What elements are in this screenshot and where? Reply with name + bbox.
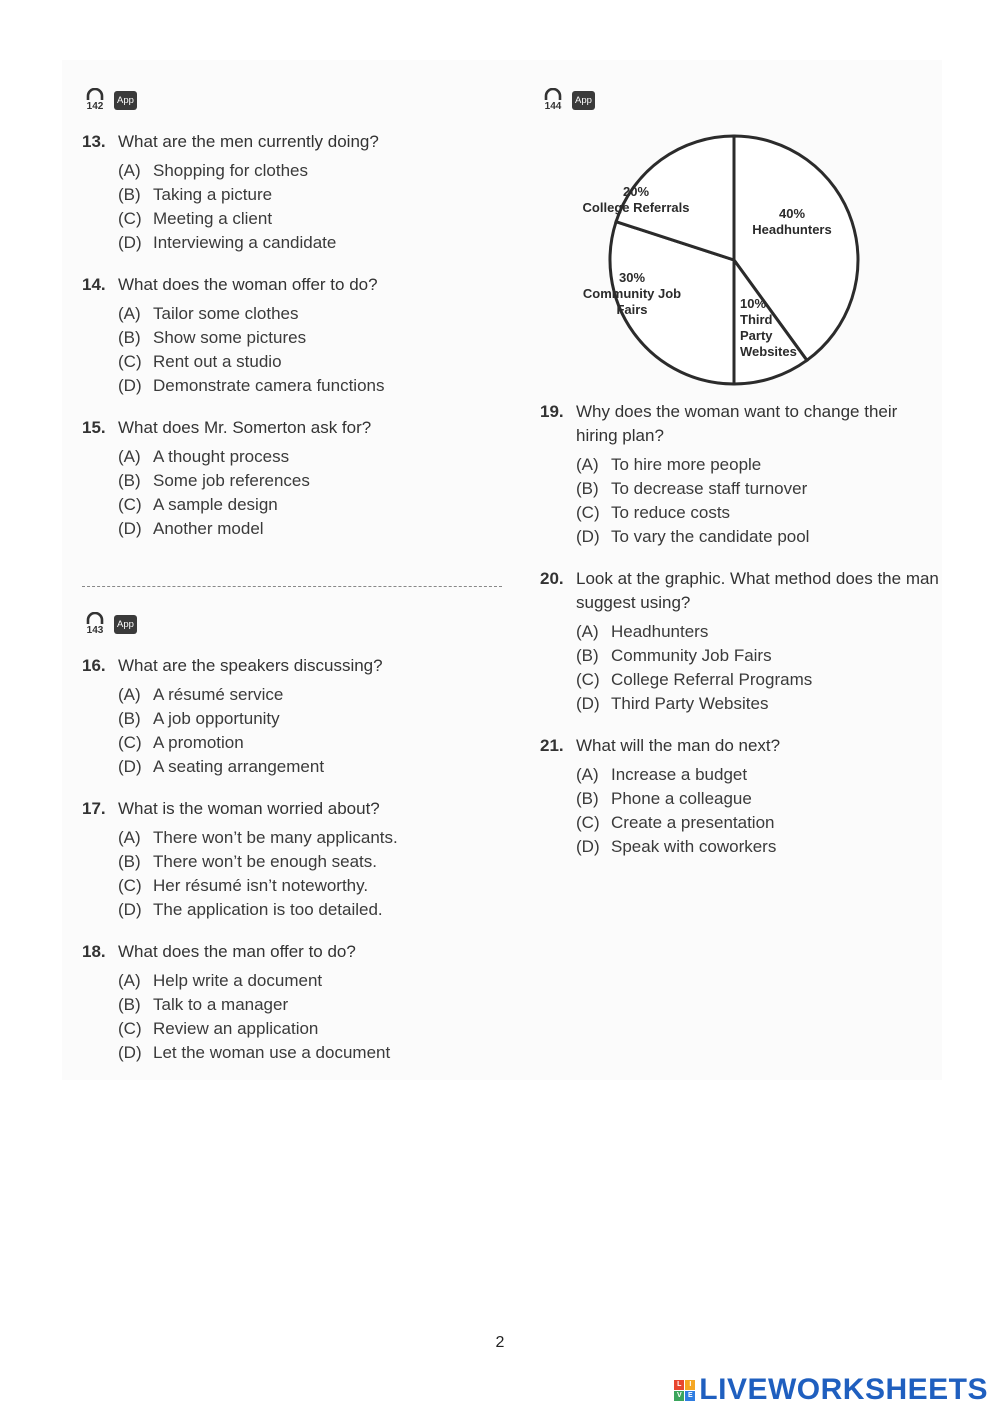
brand-name: LIVEWORKSHEETS [699, 1373, 988, 1406]
audio-track-143[interactable] [82, 604, 502, 636]
option-letter: (D) [118, 376, 142, 395]
option-letter: (D) [576, 694, 600, 713]
question-text: What does the woman offer to do? [118, 275, 378, 294]
answer-option[interactable] [118, 707, 502, 731]
liveworksheets-brand[interactable] [674, 1373, 988, 1407]
option-text: Headhunters [611, 622, 709, 641]
answer-option[interactable] [576, 525, 940, 549]
option-text: Demonstrate camera functions [153, 376, 385, 395]
answer-option[interactable] [118, 326, 502, 350]
answer-option[interactable] [576, 811, 940, 835]
option-letter: (C) [118, 495, 142, 514]
answer-option[interactable] [118, 874, 502, 898]
option-letter: (B) [118, 471, 141, 490]
logo-letter: L [674, 1380, 684, 1390]
option-text: To vary the candidate pool [611, 527, 810, 546]
option-letter: (B) [118, 995, 141, 1014]
option-letter: (A) [118, 447, 141, 466]
headphones-icon [86, 612, 104, 625]
answer-option[interactable] [576, 620, 940, 644]
option-letter: (C) [576, 670, 600, 689]
option-letter: (A) [118, 828, 141, 847]
app-badge: App [114, 91, 137, 110]
pie-slice-label: 30% Community Job Fairs [582, 270, 682, 317]
answer-option[interactable] [576, 644, 940, 668]
option-letter: (C) [576, 503, 600, 522]
option-letter: (A) [576, 455, 599, 474]
headphones-icon [544, 88, 562, 101]
option-letter: (D) [118, 519, 142, 538]
right-column [540, 80, 940, 859]
question-14 [82, 273, 502, 398]
answer-option[interactable] [118, 1017, 502, 1041]
answer-option[interactable] [118, 850, 502, 874]
answer-option[interactable] [576, 668, 940, 692]
option-text: There won’t be enough seats. [153, 852, 377, 871]
option-text: Talk to a manager [153, 995, 289, 1014]
option-text: A job opportunity [153, 709, 280, 728]
answer-option[interactable] [576, 835, 940, 859]
question-20 [540, 567, 940, 716]
answer-option[interactable] [118, 159, 502, 183]
question-number: 18. [82, 942, 106, 961]
option-text: Rent out a studio [153, 352, 282, 371]
answer-option[interactable] [118, 755, 502, 779]
option-letter: (B) [118, 328, 141, 347]
answer-option[interactable] [118, 969, 502, 993]
question-13 [82, 130, 502, 255]
option-text: Show some pictures [153, 328, 307, 347]
option-letter: (C) [118, 876, 142, 895]
app-badge: App [572, 91, 595, 110]
answer-option[interactable] [118, 445, 502, 469]
logo-letter: V [674, 1391, 684, 1401]
answer-option[interactable] [118, 1041, 502, 1065]
answer-option[interactable] [118, 469, 502, 493]
option-text: Some job references [153, 471, 310, 490]
answer-option[interactable] [118, 207, 502, 231]
audio-track-144[interactable] [540, 80, 940, 112]
option-letter: (B) [576, 646, 599, 665]
option-text: There won’t be many applicants. [153, 828, 398, 847]
answer-option[interactable] [118, 374, 502, 398]
option-letter: (C) [118, 1019, 142, 1038]
left-column-lower [82, 604, 502, 1065]
answer-option[interactable] [118, 302, 502, 326]
option-letter: (A) [576, 765, 599, 784]
pie-chart-svg [540, 132, 940, 392]
option-text: Increase a budget [611, 765, 748, 784]
answer-option[interactable] [576, 477, 940, 501]
track-number: 142 [86, 101, 104, 112]
answer-option[interactable] [576, 787, 940, 811]
answer-option[interactable] [118, 683, 502, 707]
option-letter: (D) [118, 1043, 142, 1062]
option-text: To reduce costs [611, 503, 731, 522]
option-letter: (B) [118, 852, 141, 871]
question-17 [82, 797, 502, 922]
question-number: 15. [82, 418, 106, 437]
option-letter: (B) [576, 789, 599, 808]
option-text: Community Job Fairs [611, 646, 772, 665]
answer-option[interactable] [576, 501, 940, 525]
question-number: 17. [82, 799, 106, 818]
answer-option[interactable] [576, 763, 940, 787]
option-letter: (A) [118, 685, 141, 704]
option-letter: (C) [576, 813, 600, 832]
left-column [82, 80, 502, 541]
option-text: Interviewing a candidate [153, 233, 337, 252]
track-number: 143 [86, 625, 104, 636]
pie-slice-label: 20% College Referrals [582, 184, 690, 215]
audio-track-142[interactable] [82, 80, 502, 112]
option-text: Speak with coworkers [611, 837, 777, 856]
track-number: 144 [544, 101, 562, 112]
question-number: 19. [540, 402, 564, 421]
answer-option[interactable] [118, 350, 502, 374]
question-text: What does Mr. Somerton ask for? [118, 418, 372, 437]
question-number: 21. [540, 736, 564, 755]
question-19 [540, 400, 940, 549]
question-text: What are the speakers discussing? [118, 656, 383, 675]
option-letter: (D) [118, 757, 142, 776]
question-number: 13. [82, 132, 106, 151]
option-letter: (C) [118, 209, 142, 228]
answer-option[interactable] [118, 993, 502, 1017]
answer-option[interactable] [118, 898, 502, 922]
pie-chart [540, 132, 940, 392]
page-number: 2 [495, 1334, 505, 1351]
question-text: What will the man do next? [576, 736, 781, 755]
option-letter: (D) [118, 233, 142, 252]
option-text: Let the woman use a document [153, 1043, 391, 1062]
option-letter: (D) [576, 837, 600, 856]
answer-option[interactable] [118, 826, 502, 850]
question-16 [82, 654, 502, 779]
option-text: Help write a document [153, 971, 323, 990]
option-text: A seating arrangement [153, 757, 325, 776]
question-15 [82, 416, 502, 541]
option-text: The application is too detailed. [153, 900, 383, 919]
answer-option[interactable] [576, 453, 940, 477]
option-letter: (D) [118, 900, 142, 919]
answer-option[interactable] [118, 183, 502, 207]
option-letter: (A) [576, 622, 599, 641]
app-badge: App [114, 615, 137, 634]
question-text: What are the men currently doing? [118, 132, 379, 151]
option-text: Taking a picture [153, 185, 273, 204]
answer-option[interactable] [118, 231, 502, 255]
answer-option[interactable] [118, 517, 502, 541]
option-letter: (B) [118, 709, 141, 728]
option-text: A résumé service [153, 685, 284, 704]
question-21 [540, 734, 940, 859]
option-text: Tailor some clothes [153, 304, 299, 323]
option-text: Meeting a client [153, 209, 273, 228]
option-text: A thought process [153, 447, 290, 466]
option-text: Shopping for clothes [153, 161, 308, 180]
question-18 [82, 940, 502, 1065]
question-number: 14. [82, 275, 106, 294]
option-text: A promotion [153, 733, 244, 752]
question-number: 20. [540, 569, 564, 588]
option-letter: (A) [118, 161, 141, 180]
option-text: Review an application [153, 1019, 319, 1038]
option-letter: (A) [118, 304, 141, 323]
option-text: Her résumé isn’t noteworthy. [153, 876, 369, 895]
question-text: Look at the graphic. What method does the man suggest using? [576, 569, 939, 612]
logo-letter: E [685, 1391, 695, 1401]
option-letter: (C) [118, 352, 142, 371]
option-letter: (D) [576, 527, 600, 546]
option-text: Another model [153, 519, 264, 538]
option-text: To hire more people [611, 455, 762, 474]
option-letter: (A) [118, 971, 141, 990]
logo-letter: I [685, 1380, 695, 1390]
section-divider [82, 586, 502, 587]
pie-slice-label: 10% Third Party Websites [740, 296, 797, 359]
option-letter: (B) [118, 185, 141, 204]
option-letter: (C) [118, 733, 142, 752]
liveworksheets-logo-icon [674, 1380, 695, 1401]
option-letter: (B) [576, 479, 599, 498]
question-text: What is the woman worried about? [118, 799, 380, 818]
option-text: Phone a colleague [611, 789, 752, 808]
pie-slice-label: 40% Headhunters [752, 206, 832, 237]
option-text: To decrease staff turnover [611, 479, 808, 498]
option-text: College Referral Programs [611, 670, 813, 689]
question-text: Why does the woman want to change their hiring plan? [576, 402, 898, 445]
answer-option[interactable] [118, 493, 502, 517]
answer-option[interactable] [118, 731, 502, 755]
answer-option[interactable] [576, 692, 940, 716]
question-text: What does the man offer to do? [118, 942, 356, 961]
option-text: Create a presentation [611, 813, 775, 832]
option-text: A sample design [153, 495, 278, 514]
headphones-icon [86, 88, 104, 101]
question-number: 16. [82, 656, 106, 675]
option-text: Third Party Websites [611, 694, 769, 713]
